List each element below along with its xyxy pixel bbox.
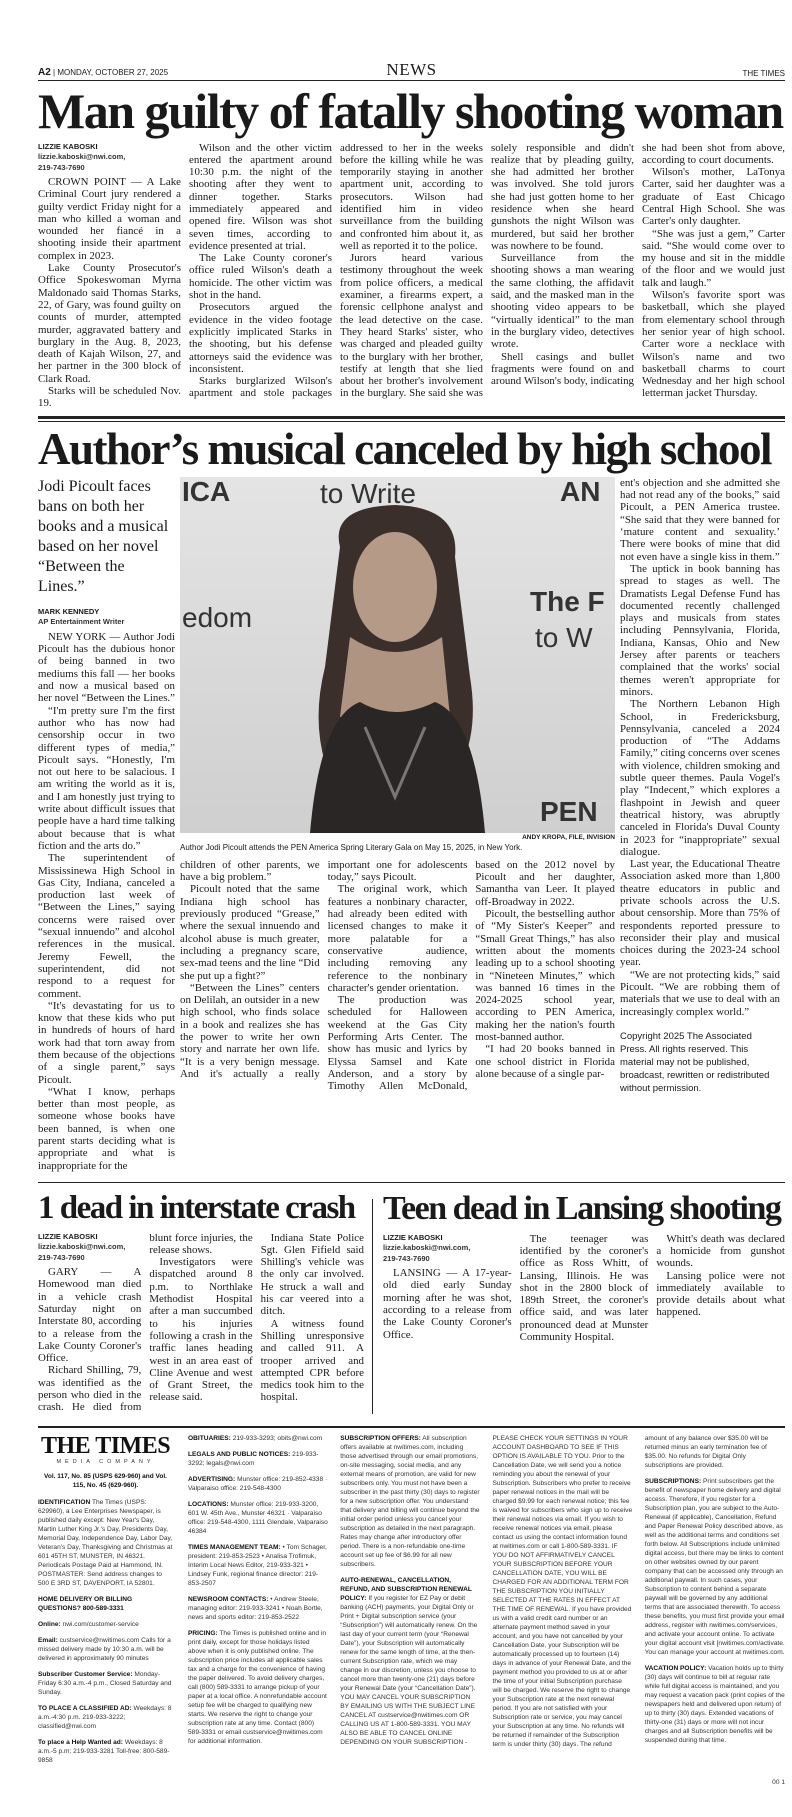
info-text: • Tom Schager, president: 219-853-2523 • Analisa Trofimuk, Interim Local News Editor, 219-933-321 • Lindsey Funk, regional finance director: 219-853-2507 [188, 1543, 327, 1587]
story2-body [38, 477, 785, 1172]
info-label: To place a Help Wanted ad: [38, 1738, 123, 1746]
page-folio: A2 | MONDAY, OCTOBER 27, 2025 [38, 67, 169, 78]
section-name: NEWS [386, 60, 437, 79]
byline-name: MARK KENNEDY [38, 606, 100, 616]
paragraph: Wilson's favorite sport was basketball, which she played from elementary school through her senior year of high school. Carter wore a necklace with Wilson's name and two basketball charms to court Wednesday and her high school letterman jacket Thursday. [642, 289, 785, 400]
paragraph: NEW YORK — Author Jodi Picoult has the dubious honor of being banned in two mediums this fall — her books and now a musical based on her novel “Between the Lines.” [38, 630, 175, 705]
info-label: IDENTIFICATION [38, 1498, 91, 1506]
byline-email[interactable]: lizzie.kaboski@nwi.com, [38, 152, 126, 161]
paragraph: Starks burglarized Wilson's apartment and stole packages addressed to her in the weeks before the killing while he was temporarily staying in another apartment unit, according to prosecutors. Wilson had identified him in video surveillance from the building and confronted him about it, as well as reported it to the police. [189, 141, 483, 400]
paragraph: Indiana State Police Sgt. Glen Fifield said Shilling's vehicle was the only car involved. He struck a wall and his car veered into a ditch. [260, 1231, 364, 1318]
paragraph: The original work, which features a nonbinary character, had already been edited with licensed changes to make it more palatable for a conservative audience, including removing any reference to the nonbinary character's gender orientation. [327, 883, 468, 994]
author-photo[interactable] [180, 477, 615, 833]
paragraph: Picoult, the bestselling author of “My Sister's Keeper” and “Small Great Things,” has also written about the moments leading up to a school shooting in “Nineteen Minutes,” which was banned 16 times in the 2024-2025 school year, according to PEN America, making her the nation's fourth most-banned author. [475, 908, 615, 1044]
logo-subtitle: MEDIA COMPANY [56, 1458, 155, 1465]
info-text: nwi.com/customer-service [60, 1620, 139, 1628]
paragraph: Investigators were dispatched around 8 p.m. to Northlake Methodist Hospital after a man succumbed to his injuries following a crash in the traffic lanes heading west in an area east of Cline Avenue and west of Grant Street, the release said. [149, 1256, 253, 1404]
paragraph: The production was scheduled for Halloween weekend at the Gas City Performing Arts Center. The show has music and lyrics by Elyssa Samsel and Kate Anderson, and a story by Timothy Allen McDonald, based on the 2012 novel by Picoult and her daughter, Samantha van Leer. It played off-Broadway in 2022. [327, 858, 615, 1093]
byline-name: LIZZIE KABOSKI [38, 141, 98, 151]
info-label: NEWSROOM CONTACTS: [188, 1595, 269, 1603]
info-label: AUTO-RENEWAL, CANCELLATION, REFUND, AND SUBSCRIPTION RENEWAL POLICY: [340, 1576, 472, 1602]
story2-headline: Author’s musical canceled by high school [38, 423, 771, 474]
backdrop-text: to W [535, 621, 593, 653]
paragraph: A witness found Shilling unresponsive and called 911. A trooper arrived and attempted CPR before medics took him to the hospital. [260, 1317, 364, 1404]
footer-fine-print [188, 1434, 785, 1772]
info-text: • Andrew Steele, managing editor: 219-933-3241 • Noah Bortle, news and sports editor: 219-853-2522 [188, 1595, 323, 1621]
paragraph: “She was just a gem,” Carter said. “She would come over to my house and sit in the middle of the floor and we would just talk and laugh.” [642, 227, 785, 289]
info-label: OBITUARIES: [188, 1434, 231, 1442]
info-label: VACATION POLICY: [644, 1664, 707, 1672]
paragraph: “I had 20 books banned in one school district in Florida alone because of a single par- [475, 1043, 615, 1080]
header-divider [38, 80, 785, 81]
paragraph: LANSING — A 17-year-old died early Sunday morning after he was shot, according to a release from the Lake County Coroner's Office. [383, 1267, 512, 1341]
story2-left-paragraphs [38, 631, 175, 1172]
info-label: LEGALS AND PUBLIC NOTICES: [188, 1450, 291, 1458]
story1-headline: Man guilty of fatally shooting woman [38, 83, 783, 139]
story4-body [383, 1233, 785, 1344]
story1-paragraphs [38, 142, 785, 410]
paragraph: “What I know, perhaps better than most people, as someone whose books have been banned, is when one parent starts deciding what is appropriate and what is inappropriate for the [38, 1085, 175, 1172]
portrait-figure [180, 477, 615, 833]
backdrop-text: AN [560, 476, 601, 507]
info-block [38, 1670, 173, 1697]
backdrop-text: The F [530, 585, 605, 617]
paragraph: Prosecutors argued the evidence in the video footage explicitly implicated Starks in the shooting, but his defense attorneys said the evidence was inconsistent. [189, 301, 332, 375]
newspaper-page [38, 0, 785, 1817]
footer-divider [38, 1426, 785, 1428]
story4 [383, 1191, 785, 1414]
story1-body [38, 142, 785, 410]
info-text: Weekdays: 8 a.m.-4:30 p.m. 219-933-3222; classified@nwi.com [38, 1704, 172, 1730]
backdrop-text: ICA [182, 476, 231, 507]
info-block [188, 1500, 328, 1536]
column-rule [372, 1199, 373, 1414]
footer [38, 1434, 785, 1772]
info-block [188, 1543, 328, 1588]
footer-identification [38, 1434, 173, 1772]
volume-info: Vol. 117, No. 85 (USPS 629-960) and Vol. 115, No. 45 (629-960). [44, 1472, 167, 1489]
info-label: HOME DELIVERY OR BILLING QUESTIONS? 800-589-3331 [38, 1595, 133, 1612]
info-text: The Times is published online and in print daily, except for those holidays listed above when it is only published online. The subscription price includes all applicable sales tax and a charge for the convenience of having the paper delivered. To avoid delivery charges, call (800) 589-3331 to arrange pickup of your paper at a local office. A nonrefundable account setup fee will be charged to qualifying new starts. We reserve the right to change your subscription rate at any time. Contact (800) 589-3331 or email custservice@nwitimes.com for additional information. [188, 1629, 327, 1745]
info-label: SUBSCRIPTION OFFERS: [340, 1434, 421, 1442]
info-label: SUBSCRIPTIONS: [644, 1477, 702, 1485]
info-label: LOCATIONS: [188, 1500, 229, 1508]
info-block [38, 1704, 173, 1731]
info-label: ADVERTISING: [188, 1475, 236, 1483]
paragraph: Starks will be scheduled Nov. 19. [38, 385, 181, 410]
paragraph: Richard Shilling, 79, was identified as the person who died in the crash. He died from blunt force injuries, the release shows. [38, 1231, 253, 1414]
page-header [38, 62, 785, 78]
paragraph: CROWN POINT — A Lake Criminal Court jury rendered a guilty verdict Friday night for a man who killed a woman and wounded her fiancé in a shooting inside their apartment complex in 2023. [38, 176, 181, 262]
info-text: Munster office: 219-933-3200, 601 W. 45th Ave., Munster 46321 · Valparaiso office: 219-548-4300, 1111 Glendale, Valparaiso 46384 [188, 1500, 328, 1535]
info-block [188, 1450, 328, 1468]
photo-credit: ANDY KROPA, FILE, INVISION [522, 833, 615, 841]
logo-wordmark: THE TIMES [40, 1432, 171, 1459]
paragraph: Whitt's death was declared a homicide from gunshot wounds. [656, 1232, 785, 1270]
story3-headline: 1 dead in interstate crash [38, 1189, 355, 1226]
info-block [645, 1477, 785, 1657]
paragraph: “It's devastating for us to know that these kids who put in hundreds of hours of hard work had that torn away from them because of the objections of a single parent,” says Picoult. [38, 999, 175, 1086]
byline-name: LIZZIE KABOSKI [383, 1232, 443, 1242]
story3-byline [38, 1232, 141, 1264]
info-text: 219-933-3293; obits@nwi.com [230, 1434, 323, 1442]
info-block [38, 1738, 173, 1765]
story2-center-column [180, 477, 615, 1093]
info-text: Vacation holds up to thirty (30) days will continue to bill at regular rate while full digital access is maintained, and you may request a vacation pack (print copies of the newspapers held and delivered upon return) of up to thirty (30) days. Extended vacations of thirty-one (31) days or more will not incur charges and all Subscription benefits will be suspended during that time. [644, 1664, 785, 1744]
paragraph: “I'm pretty sure I'm the first author who has now had censorship occur in two different types of media,” Picoult says. “Honestly, I'm not out here to be salacious. I am writing the world as it is, and I am honestly just trying to write about difficult issues that people have a hard time talking about because that is what fiction and the arts do.” [38, 704, 175, 852]
paragraph: Shell casings and bullet fragments were found on and around Wilson's body, indicating she had been shot from above, according to court documents. [491, 141, 785, 388]
byline-phone: 219-743-7690 [38, 162, 85, 172]
info-text: Monday-Friday 6:30 a.m.-4 p.m., Closed Saturday and Sunday. [38, 1670, 172, 1696]
story3 [38, 1191, 372, 1414]
story2-byline [38, 607, 175, 628]
paragraph: “We are not protecting kids,” said Picoult. “We are robbing them of materials that we use to deal with an increasingly complex world.” [620, 968, 780, 1018]
info-label: TIMES MANAGEMENT TEAM: [188, 1543, 281, 1551]
backdrop-text: edom [182, 601, 253, 633]
byline-email[interactable]: lizzie.kaboski@nwi.com, 219-743-7690 [38, 1242, 126, 1262]
story2-right-column [620, 477, 780, 1095]
story2-left-column [38, 477, 175, 1172]
page-number: A2 [38, 67, 51, 78]
section-divider-thin [38, 1182, 785, 1183]
paragraph: The uptick in book banning has spread to stages as well. The Dramatists Legal Defense Fund has documented recently challenged plays and musicals from states including Pennsylvania, Florida, Indiana, Kansas, Ohio and New Jersey after parents or teachers complained that the works' social themes weren't appropriate for minors. [620, 562, 780, 698]
info-label: Online: [38, 1620, 61, 1628]
page-code: 00 1 [772, 1778, 785, 1786]
info-block [38, 1620, 173, 1629]
story3-body [38, 1232, 364, 1414]
paragraph: The superintendent of Mississinewa High School in Gas City, Indiana, canceled a production last week of “Between the Lines,” saying concerns were raised over “sexual innuendo” and alcohol references in the musical. Jeremy Fewell, the superintendent, did not respond to a request for comment. [38, 852, 175, 1000]
info-block [188, 1629, 328, 1746]
info-text: Weekdays: 8 a.m.-5 p.m; 219-933-3281 Toll-free: 800-589-9858 [38, 1738, 170, 1764]
paragraph: The Lake County coroner's office ruled Wilson's death a homicide. The other victim was shot in the hand. [189, 252, 332, 302]
info-block [340, 1434, 480, 1569]
info-text: custservice@nwitimes.com Calls for a missed delivery made by 10:30 a.m. will be delivered in approximately 90 minutes [38, 1636, 171, 1662]
byline-phone: 219-743-7690 [383, 1253, 430, 1263]
info-text: If you register for EZ Pay or debit banking (ACH) payments, your Digital Only or Print + Digital subscription service (your “Subscription”) will automatically renew. On the last day of your current term (your “Renewal Date”), your Subscription will automatically renew for the same length of time, at the then-current Subscription rate, which we may change in our discretion, unless you choose to cancel more than twenty-one (21) days before your Renewal Date (your “Cancellation Date”). YOU MAY CANCEL YOUR SUBSCRIPTION BY EMAILING US WITH THE SUBJECT LINE CANCEL AT custservice@nwitimes.com OR CALLING US AT 1-800-589-3331. YOU MAY ALSO BE ABLE TO CANCEL ONLINE DEPENDING ON YOUR SUBSCRIPTION - PLEASE CHECK YOUR SETTINGS IN YOUR ACCOUNT DASHBOARD TO SEE IF THIS OPTION IS AVAILABLE TO YOU. Prior to the Cancellation Date, we will send you a notice reminding you about the renewal of your Subscription. Subscribers who prefer to receive paper renewal notices in the mail will be charged $9.99 for each renewal notice; this fee is waived for subscribers who sign up to receive their renewal notices via email. If you wish to receive renewal notices via email, please contact us using the contact information found at nwitimes.com or call 1-800-589-3331. IF YOU DO NOT AFFIRMATIVELY CANCEL YOUR SUBSCRIPTION BEFORE YOUR CANCELLATION DATE, YOU WILL BE CHARGED FOR AN ADDITIONAL TERM FOR THE SUBSCRIPTION YOU INITIALLY SELECTED AT THE RATES IN EFFECT AT THE TIME OF RENEWAL. If you have provided us with a valid credit card number or an alternate payment method saved in your account, and you have not cancelled by your Cancellation Date, your Subscription will be automatically processed up to fourteen (14) days in advance of your Renewal Date, and the payment method you provided to us at or after the time of your initial Subscription purchase will be charged. We reserve the right to change your Subscription rate at the next renewal period. If you are not satisfied with your Subscription rate or service, you may cancel your Subscription at any time. No refunds will be returned if remainder of the Subscription term is under thirty (30) days. The refund amount of any balance over $35.00 will be returned minus an early termination fee of $35.00. No refunds for Digital Only subscriptions are provided. [340, 1434, 769, 1748]
backdrop-text: to Write [320, 477, 416, 509]
paragraph: Lake County Prosecutor's Office Spokeswoman Myrna Maldonado said Thomas Starks, 22, of Gary, was found guilty on counts of murder, attempted murder, aggravated battery and burglary in the Aug. 8, 2023, death of Kajah Wilson, 27, and her partner in the 300 block of Clark Road. [38, 262, 181, 385]
paragraph: Surveillance from the shooting shows a man wearing the same clothing, the affidavit said, and the masked man in the shooting video appears to be “virtually identical” to the man in the burglary video, detectives wrote. [491, 252, 634, 351]
photo-caption: Author Jodi Picoult attends the PEN America Spring Literary Gala on May 15, 2025, in New York. [180, 842, 523, 852]
backdrop-text: PEN [540, 795, 598, 827]
info-text: 219-933-3292; legals@nwi.com [188, 1450, 319, 1467]
section-divider-thin [38, 421, 785, 422]
paragraph: “Between the Lines” centers on Delilah, an outsider in a new high school, who finds solace in a book and realizes she has the power to write her own story and narrate her own life. “It is a very benign message. And it's actually a really important one for adolescents today,” says Picoult. [180, 858, 468, 1080]
byline-title: AP Entertainment Writer [38, 617, 125, 627]
paragraph: Jurors heard various testimony throughout the week from police officers, a medical examiner, a firearms expert, a forensic cellphone analyst and the lead detective on the case. They heard Starks' sister, who was charged and pleaded guilty to the burglary with her brother, testify at length that she lied about her brother's involvement in the burglary. She said she was solely responsible and didn't realize that by pleading guilty, she had admitted her brother was involved. She told jurors she had just gotten home to her residence when she heard gunshots the night Wilson was murdered, but said her brother was nowhere to be found. [340, 141, 634, 400]
paragraph: Lansing police were not immediately available to provide details about what happened. [656, 1269, 785, 1319]
info-text: Munster office: 219-852-4338 · Valparaiso office: 219-548-4300 [188, 1475, 328, 1492]
byline-name: LIZZIE KABOSKI [38, 1231, 98, 1241]
paragraph: Wilson and the other victim entered the apartment around 10:30 p.m. the night of the shooting after they went to dinner together. Starks immediately appeared and opened fire. Wilson was shot seven times, according to evidence presented at trial. [189, 141, 332, 252]
info-block [188, 1595, 328, 1622]
paragraph: children of other parents, we have a big problem.” [180, 858, 320, 884]
info-text: Print subscribers get the benefit of newspaper home delivery and digital access. Therefore, if you register for a Subscription plan, you are subject to the Auto-Renewal (if applicable), Cancellation, Refund and Paper Renewal Policy described above, as well as the additional terms and conditions set forth below. All Subscriptions include unlimited digital access, but there may be links to content on other websites owned by our parent company that can be accessed only through an additional paywall. In such cases, your Subscription to content behind a separate paywall will be governed by any additional terms that are associated therewith. To access these benefits, you must first provide your email address, register with nwitimes.com/services, and activate your account online. To activate your digital account visit [nwitimes.com/activate. You can manage your account at nwitimes.com. [644, 1477, 785, 1656]
issue-date: MONDAY, OCTOBER 27, 2025 [57, 68, 169, 77]
footer-left-blocks [38, 1498, 173, 1765]
info-label: TO PLACE A CLASSIFIED AD: [38, 1704, 132, 1712]
paper-name: THE TIMES [742, 69, 785, 78]
paragraph: ent's objection and she admitted she had not read any of the books,” said Picoult, a PEN America trustee. “She said that they were banned for ‘mature content and sexuality.’ There were books of mine that did not even have a single kiss in them.” [620, 476, 780, 563]
info-text: The Times (USPS: 629960), a Lee Enterprises Newspaper, is published daily except: New Year's Day, Martin Luther King Jr.'s Day, Presidents Day, Memorial Day, Independence Day, Labor Day, Veteran's Day, Thanksgiving and Christmas at 601 45TH ST, MUNSTER, IN 46321. Periodicals Postage Paid at Hammond, IN. POSTMASTER: Send address changes to 500 E 3RD ST, DAVENPORT, IA 52801. [38, 1498, 173, 1587]
story2-right-paragraphs [620, 477, 780, 1018]
bottom-stories [38, 1191, 785, 1414]
paragraph: The Northern Lebanon High School, in Fredericksburg, Pennsylvania, canceled a 2024 production of “The Addams Family,” citing concerns over scenes with violence, children smoking and subtle queer themes. Paula Vogel's play “Indecent,” which explores a flashpoint in Jewish and queer theatrical history, was abruptly canceled in Florida's Duval County in 2023 for “inappropriate” sexual dialogue. [620, 698, 780, 858]
story2-deck: Jodi Picoult faces bans on both her books and a musical based on her novel “Between the Lines.” [38, 477, 169, 595]
info-label: Email: [38, 1636, 58, 1644]
info-block [38, 1595, 173, 1613]
copyright-notice: Copyright 2025 The Associated Press. All rights reserved. This material may not be published, broadcast, rewritten or redistributed without permission. [620, 1030, 770, 1094]
story1-byline [38, 142, 181, 174]
info-block [188, 1475, 328, 1493]
byline-email[interactable]: lizzie.kaboski@nwi.com, [383, 1243, 471, 1253]
info-block [645, 1664, 785, 1745]
info-text: All subscription offers available at nwitimes.com, including those advertised through our email promotions, on-site messaging, social media, and any external means of promotion, are valid for new subscribers only. You must not have been a subscriber in the past thirty (30) days to register for a new subscription offer. You understand that delivery and billing will continue beyond the initial order period unless you cancel your subscription as detailed in the next paragraph. Rates may change after introductory offer period. There is a non-refundable one-time account set up fee of $6.99 for all new subscribers. [340, 1434, 480, 1568]
times-logo [38, 1434, 173, 1490]
story4-headline: Teen dead in Lansing shooting [383, 1189, 781, 1227]
story4-byline [383, 1233, 512, 1265]
section-divider [38, 416, 785, 419]
paragraph: GARY — A Homewood man died in a vehicle crash Saturday night on Interstate 80, according to a release from the Lake County Coroner's Office. [38, 1266, 142, 1365]
info-block [188, 1434, 328, 1443]
info-label: PRICING: [188, 1629, 218, 1637]
info-block [38, 1636, 173, 1663]
paragraph: Last year, the Educational Theatre Association asked more than 1,800 theatre educators in public and private schools across the U.S. about censorship. More than 75% of respondents reported pressure to reconsider their play and musical choices during the 2023-24 school year. [620, 858, 780, 969]
info-label: Subscriber Customer Service: [38, 1670, 133, 1678]
story2-center-columns [180, 859, 615, 1093]
paragraph: Wilson's mother, LaTonya Carter, said her daughter was a graduate of East Chicago Central High School. She was Carter's only daughter. [642, 166, 785, 228]
paragraph: Picoult noted that the same Indiana high school has previously produced “Grease,” where the sexual innuendo and alcohol abuse is much greater, including a pregnancy scare, sex-mad teens and the line “Did she put up a fight?” [180, 883, 320, 982]
info-block [38, 1498, 173, 1588]
paragraph: The teenager was identified by the coroner's office as Ross Whitt, of Lansing, Illinois. He was shot in the 2800 block of 189th Street, the coroner's office said, and was later pronounced dead at Munster Community Hospital. [519, 1232, 649, 1344]
